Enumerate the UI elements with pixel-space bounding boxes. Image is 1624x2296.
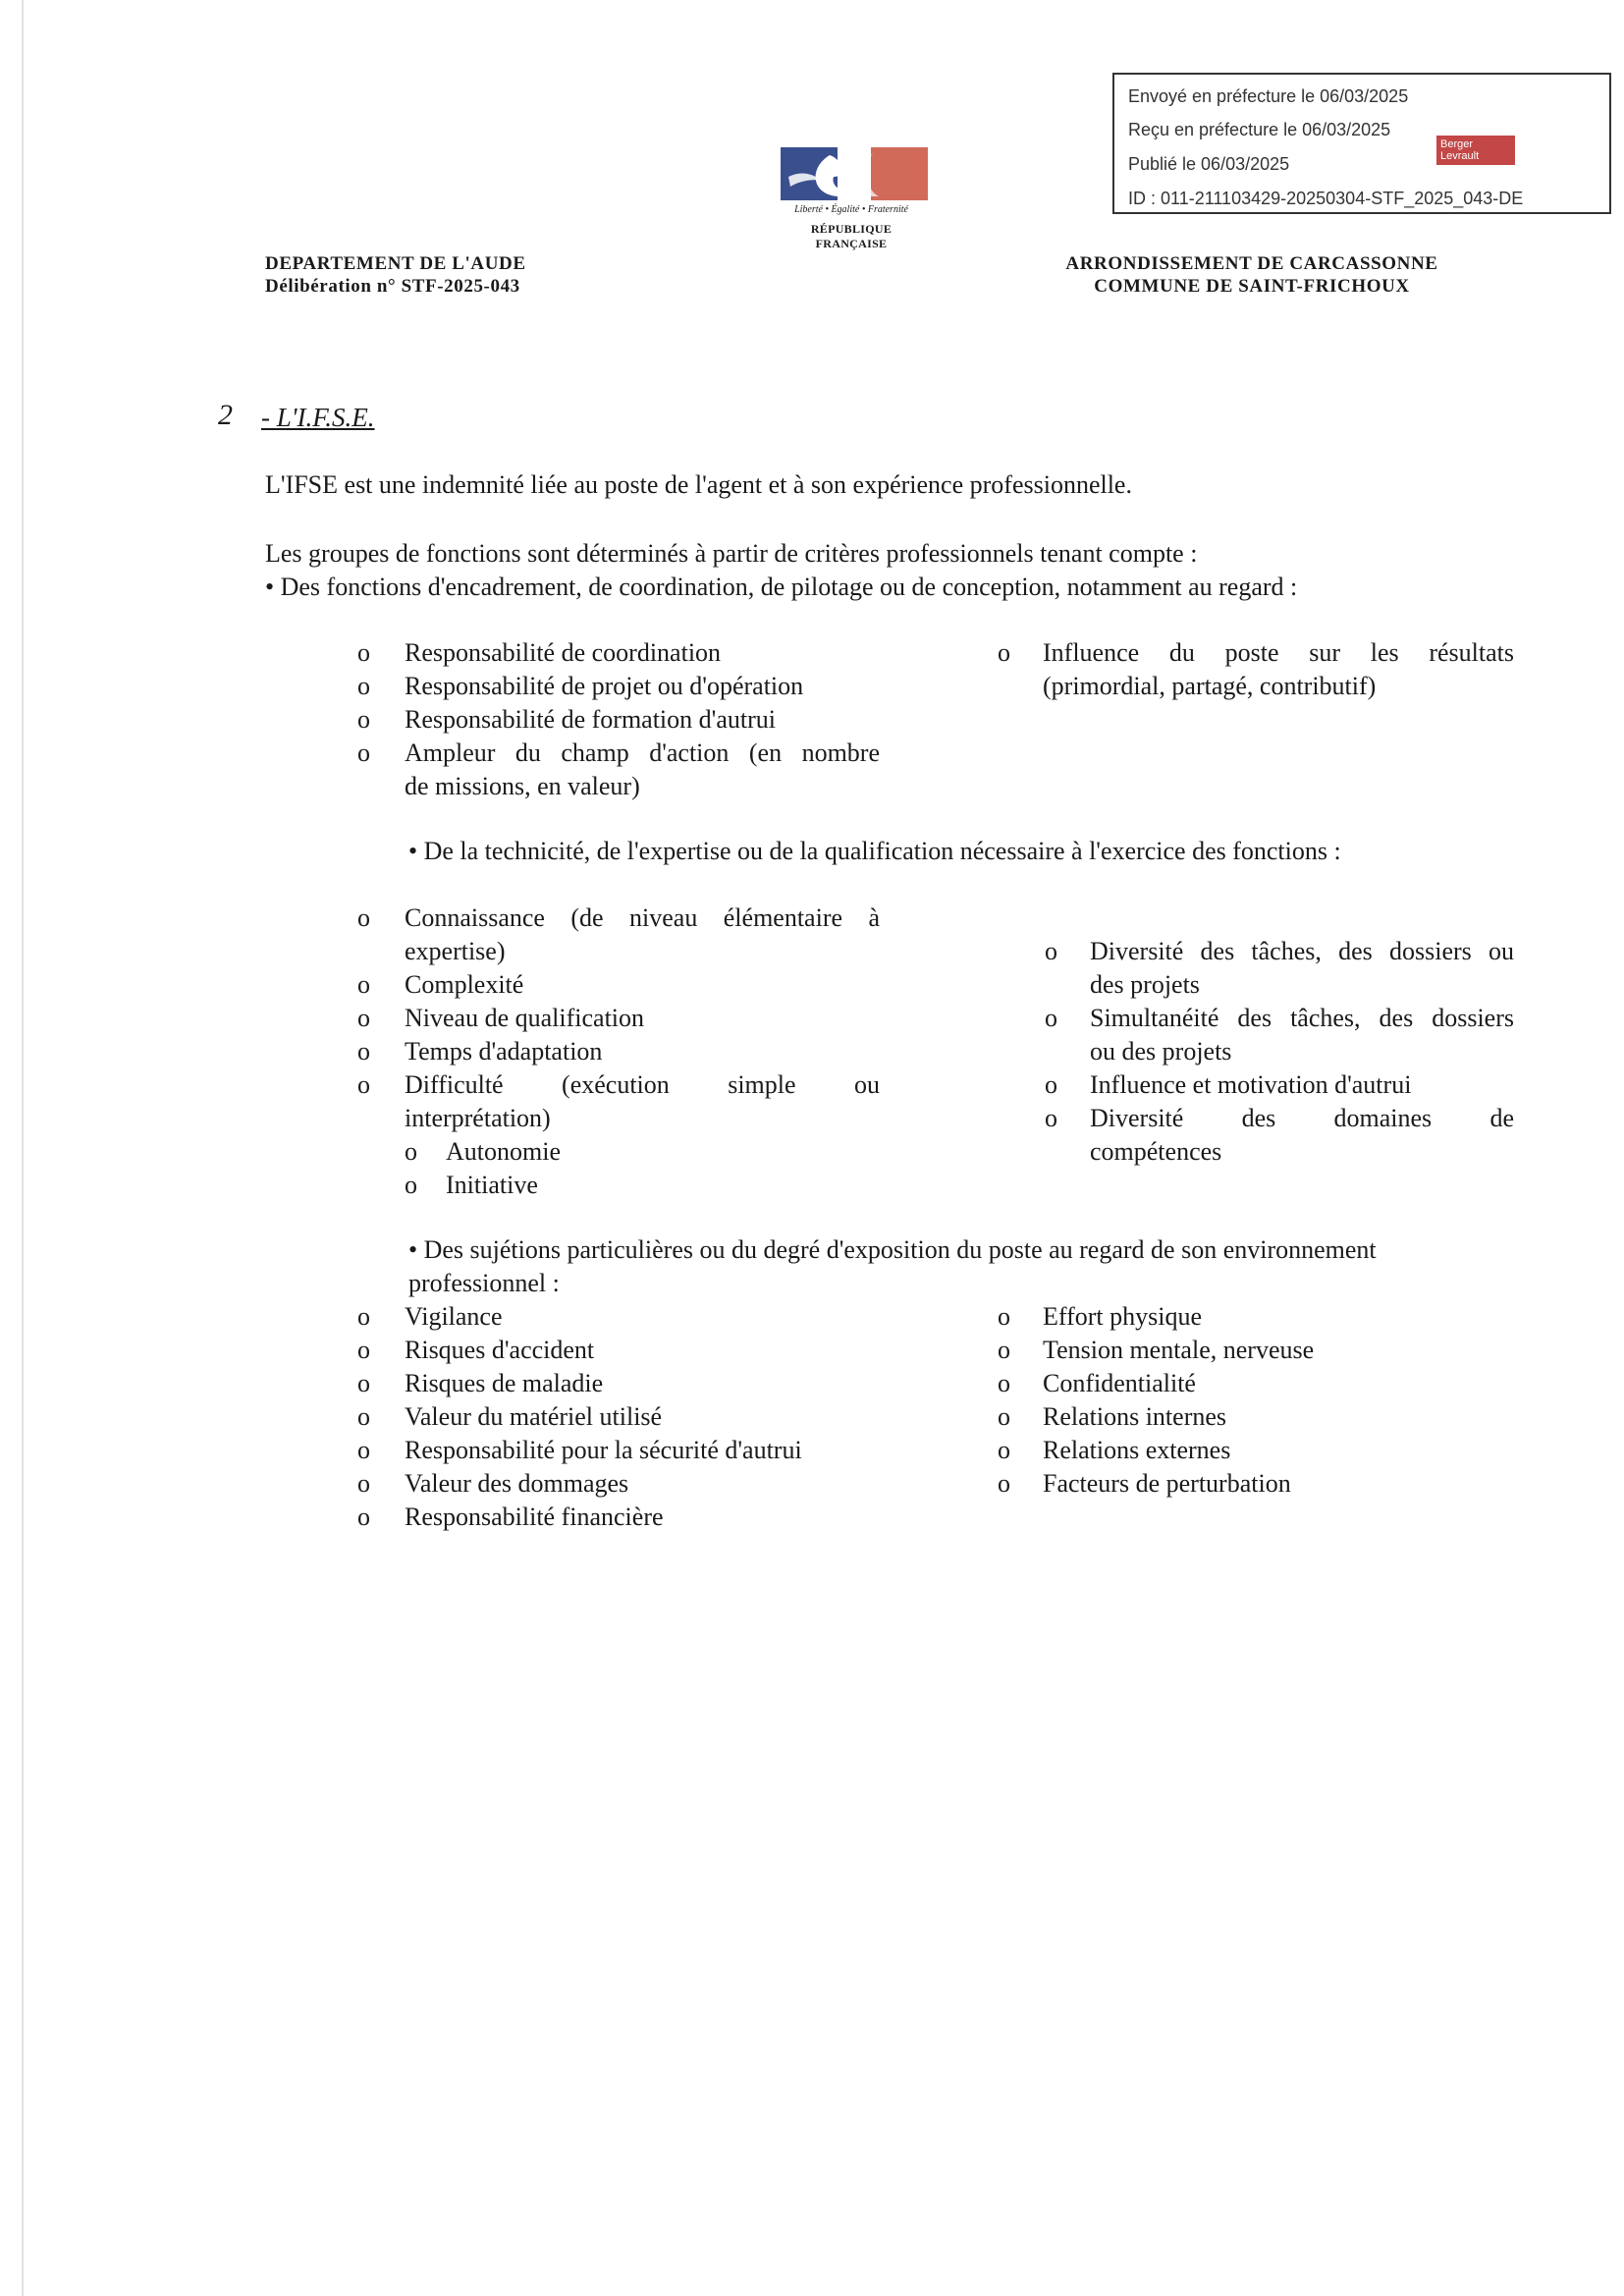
scan-edge-line: [22, 0, 24, 2296]
list-item-text: Temps d'adaptation: [405, 1037, 603, 1066]
bullet-icon: o: [357, 1070, 370, 1099]
bullet-icon: o: [1045, 937, 1057, 965]
list-item-line: Diversité des domaines de: [1090, 1104, 1514, 1132]
bullet-icon: o: [1045, 1070, 1057, 1099]
list-item-text: [1090, 1102, 1514, 1169]
list-item-text: Autonomie: [446, 1137, 561, 1166]
bullet-icon: o: [357, 1469, 370, 1498]
marianne-logo: [775, 147, 928, 250]
list-item-line: Ampleur du champ d'action (en nombre: [405, 738, 880, 767]
berger-logo-line2: Levrault: [1440, 150, 1480, 162]
list-item-text: Vigilance: [405, 1302, 503, 1331]
list-item-text: [1043, 636, 1514, 703]
section-title: - L'I.F.S.E.: [261, 403, 375, 432]
bullet-icon: o: [357, 1402, 370, 1431]
criterion-sujetions-cont: professionnel :: [408, 1269, 560, 1297]
bullet-icon: o: [357, 1436, 370, 1464]
bullet-icon: o: [357, 1503, 370, 1531]
list-item-text: [405, 737, 880, 803]
bullet-icon: o: [357, 1037, 370, 1066]
bullet-icon: o: [357, 1369, 370, 1397]
bullet-icon: o: [998, 1336, 1010, 1364]
list-item-text: [405, 902, 880, 968]
prefecture-stamp: [1112, 73, 1611, 214]
list-item-text: Tension mentale, nerveuse: [1043, 1336, 1315, 1364]
criterion-sujetions: • Des sujétions particulières ou du degré d'exposition du poste au regard de son environnement: [408, 1235, 1377, 1264]
bullet-icon: o: [998, 1302, 1010, 1331]
groups-intro: Les groupes de fonctions sont déterminés à partir de critères professionnels tenant compte :: [265, 539, 1198, 568]
list-item-line: ou des projets: [1090, 1037, 1232, 1066]
bullet-icon: o: [405, 1171, 417, 1199]
list-item-line: Simultanéité des tâches, des dossiers: [1090, 1004, 1514, 1032]
deliberation-number: Délibération n° STF-2025-043: [265, 276, 520, 297]
department-name: DEPARTEMENT DE L'AUDE: [265, 253, 526, 274]
bullet-icon: o: [357, 1302, 370, 1331]
list-item-text: Initiative: [446, 1171, 538, 1199]
section-number: 2: [218, 399, 233, 431]
list-item-text: Complexité: [405, 970, 524, 999]
list-item-text: Relations internes: [1043, 1402, 1227, 1431]
berger-levrault-logo: [1436, 136, 1515, 165]
bullet-icon: o: [357, 903, 370, 932]
republique-francaise: RÉPUBLIQUE FRANÇAISE: [810, 222, 893, 250]
header-left: [265, 252, 526, 298]
bullet-icon: o: [998, 1436, 1010, 1464]
stamp-id: ID : 011-211103429-20250304-STF_2025_043-DE: [1128, 189, 1524, 208]
list-item-text: [1090, 935, 1514, 1002]
bullet-icon: o: [357, 738, 370, 767]
list-item-text: Responsabilité de formation d'autrui: [405, 705, 776, 734]
list-item-text: Risques d'accident: [405, 1336, 595, 1364]
bullet-icon: o: [998, 1369, 1010, 1397]
criterion-encadrement: • Des fonctions d'encadrement, de coordination, de pilotage ou de conception, notamment au regard :: [265, 573, 1298, 601]
list-item-line: (primordial, partagé, contributif): [1043, 672, 1377, 700]
list-item-text: Confidentialité: [1043, 1369, 1196, 1397]
list-item-line: Difficulté (exécution simple ou: [405, 1070, 880, 1099]
list-item-text: Valeur du matériel utilisé: [405, 1402, 663, 1431]
list-item-text: [405, 1068, 880, 1135]
bullet-icon: o: [357, 1004, 370, 1032]
bullet-icon: o: [357, 970, 370, 999]
list-item-text: [1090, 1002, 1514, 1068]
list-item-line: des projets: [1090, 970, 1200, 999]
list-item-text: Responsabilité financière: [405, 1503, 664, 1531]
ifse-intro: L'IFSE est une indemnité liée au poste de l'agent et à son expérience professionnelle.: [265, 470, 1132, 499]
list-item-text: Responsabilité pour la sécurité d'autrui: [405, 1436, 802, 1464]
list-item-line: compétences: [1090, 1137, 1222, 1166]
arrondissement-name: ARRONDISSEMENT DE CARCASSONNE: [1065, 253, 1438, 274]
list-item-line: interprétation): [405, 1104, 551, 1132]
list-item-text: Relations externes: [1043, 1436, 1231, 1464]
bullet-icon: o: [1045, 1104, 1057, 1132]
bullet-icon: o: [357, 638, 370, 667]
list-item-text: Risques de maladie: [405, 1369, 604, 1397]
list-item-text: Niveau de qualification: [405, 1004, 645, 1032]
bullet-icon: o: [998, 1469, 1010, 1498]
list-item-line: expertise): [405, 937, 506, 965]
bullet-icon: o: [405, 1137, 417, 1166]
bullet-icon: o: [998, 638, 1010, 667]
bullet-icon: o: [357, 672, 370, 700]
list-item-line: Connaissance (de niveau élémentaire à: [405, 903, 880, 932]
list-item-line: Diversité des tâches, des dossiers ou: [1090, 937, 1514, 965]
bullet-icon: o: [998, 1402, 1010, 1431]
list-item-line: Influence du poste sur les résultats: [1043, 638, 1514, 667]
header-right: [1051, 252, 1453, 298]
bullet-icon: o: [1045, 1004, 1057, 1032]
list-item-text: Responsabilité de coordination: [405, 638, 722, 667]
stamp-received-date: Reçu en préfecture le 06/03/2025: [1128, 120, 1391, 139]
list-item-text: Facteurs de perturbation: [1043, 1469, 1291, 1498]
list-item-line: de missions, en valeur): [405, 772, 640, 800]
list-item-text: Valeur des dommages: [405, 1469, 629, 1498]
list-item-text: Effort physique: [1043, 1302, 1202, 1331]
stamp-published-date: Publié le 06/03/2025: [1128, 154, 1290, 174]
stamp-sent-date: Envoyé en préfecture le 06/03/2025: [1128, 86, 1409, 106]
berger-logo-line1: Berger: [1440, 138, 1474, 150]
bullet-icon: o: [357, 1336, 370, 1364]
list-item-text: Responsabilité de projet ou d'opération: [405, 672, 804, 700]
list-item-text: Influence et motivation d'autrui: [1090, 1070, 1412, 1099]
marianne-motto: Liberté • Égalité • Fraternité: [794, 204, 908, 215]
marianne-flag-icon: [781, 147, 928, 200]
criterion-technicite: • De la technicité, de l'expertise ou de la qualification nécessaire à l'exercice des fonctions :: [408, 837, 1341, 865]
commune-name: COMMUNE DE SAINT-FRICHOUX: [1094, 276, 1410, 297]
bullet-icon: o: [357, 705, 370, 734]
